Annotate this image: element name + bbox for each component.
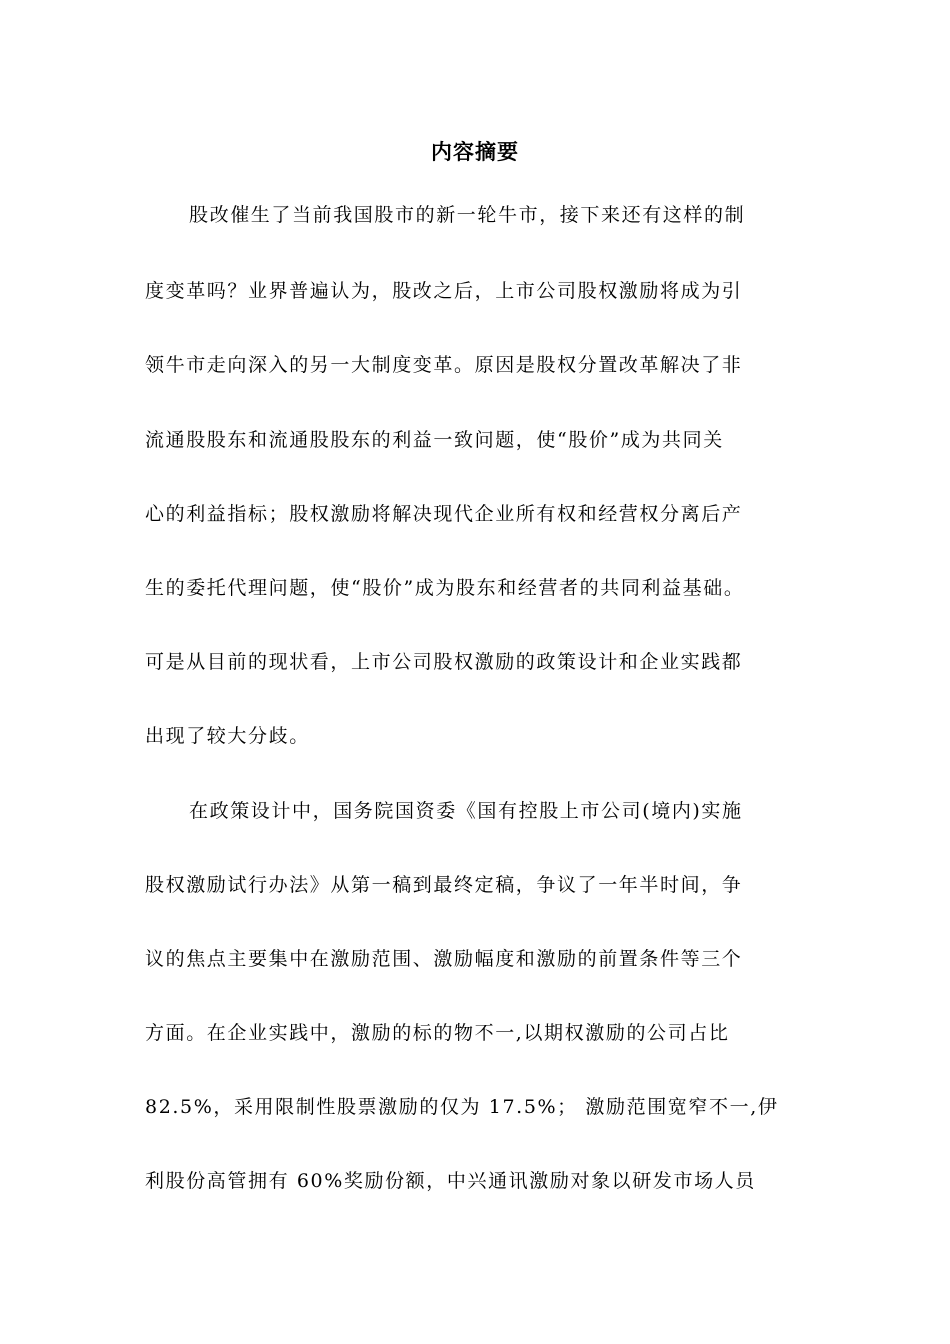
paragraph-2-line-5: 82.5%，采用限制性股票激励的仅为 17.5%； 激励范围宽窄不一,伊 [145, 1096, 779, 1118]
paragraph-2-line-3: 议的焦点主要集中在激励范围、激励幅度和激励的前置条件等三个 [145, 948, 743, 970]
paragraph-1-line-8: 出现了较大分歧。 [145, 725, 310, 747]
paragraph-1-line-6: 生的委托代理问题，使“股价”成为股东和经营者的共同利益基础。 [145, 577, 745, 599]
paragraph-1-line-1: 股改催生了当前我国股市的新一轮牛市，接下来还有这样的制 [189, 204, 746, 226]
paragraph-2-line-6: 利股份高管拥有 60%奖励份额，中兴通讯激励对象以研发市场人员 [145, 1170, 756, 1192]
paragraph-2-line-4: 方面。在企业实践中，激励的标的物不一,以期权激励的公司占比 [145, 1022, 730, 1044]
page-title: 内容摘要 [431, 139, 519, 164]
paragraph-2-line-2: 股权激励试行办法》从第一稿到最终定稿，争议了一年半时间，争 [145, 874, 743, 896]
paragraph-1-line-3: 领牛市走向深入的另一大制度变革。原因是股权分置改革解决了非 [145, 354, 743, 376]
paragraph-1-line-4: 流通股股东和流通股股东的利益一致问题，使“股价”成为共同关 [145, 429, 724, 451]
paragraph-1-line-2: 度变革吗？业界普遍认为，股改之后，上市公司股权激励将成为引 [145, 280, 743, 302]
paragraph-2-line-1: 在政策设计中，国务院国资委《国有控股上市公司(境内)实施 [189, 800, 743, 822]
paragraph-1-line-5: 心的利益指标；股权激励将解决现代企业所有权和经营权分离后产 [145, 503, 743, 525]
paragraph-1-line-7: 可是从目前的现状看，上市公司股权激励的政策设计和企业实践都 [145, 651, 743, 673]
